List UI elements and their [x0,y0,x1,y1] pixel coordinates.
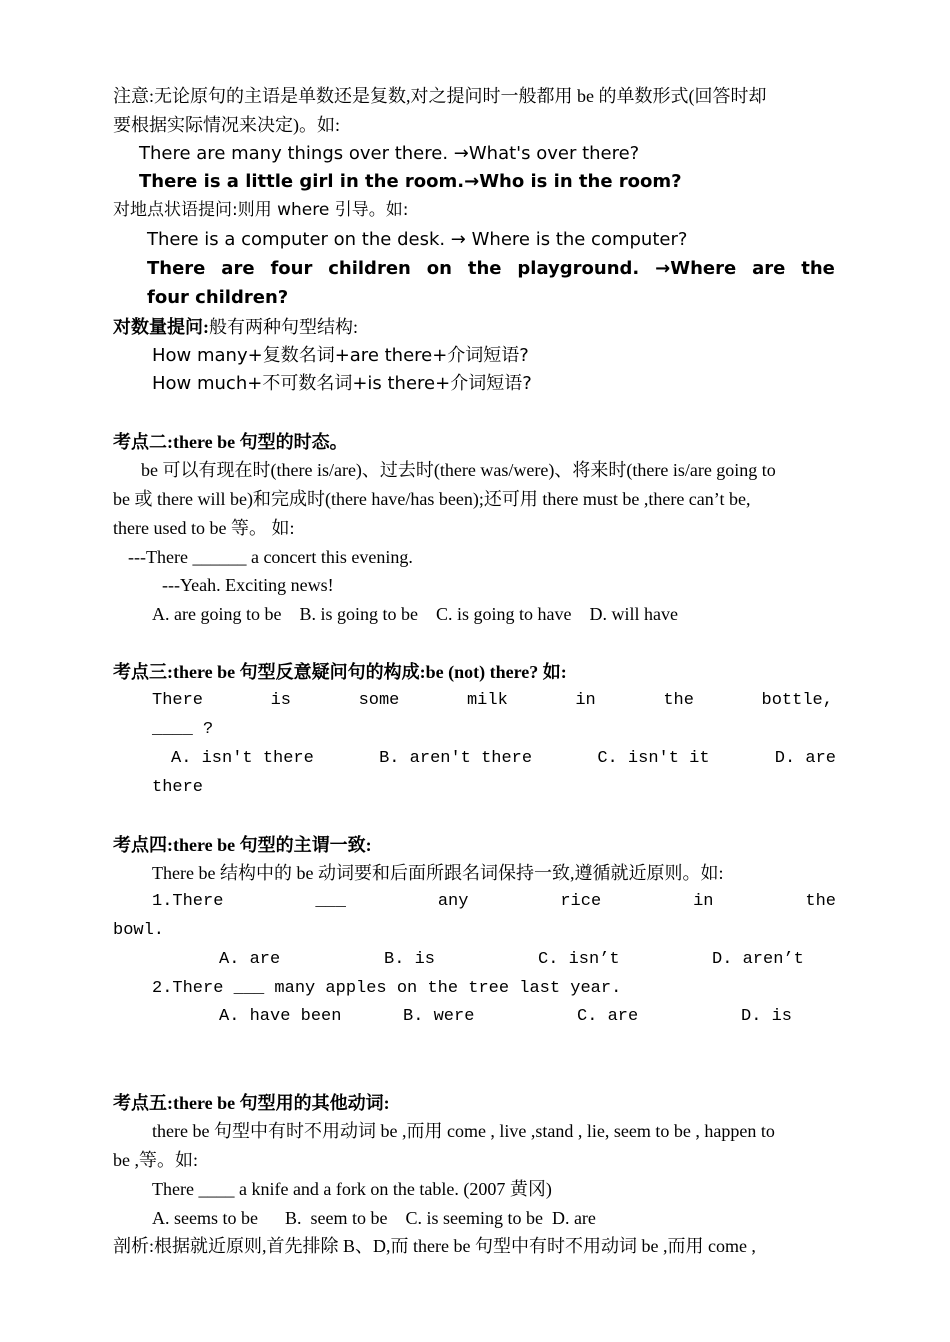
place-example-2-line-1 [147,260,835,278]
point5-line-1: there be 句型中有时不用动词 be ,而用 come , live ,stand , lie, seem to be , happen to [152,1121,775,1141]
point3-question-line-1 [152,692,833,709]
word: ___ [315,892,346,911]
point3-heading: 考点三:there be 句型反意疑问句的构成:be (not) there? 如: [113,662,567,682]
word: the [467,258,502,279]
point4-q1-option-a: A. are [219,950,281,969]
point4-question-2: 2.There ___ many apples on the tree last year. [152,979,622,998]
word: bottle, [761,691,833,710]
word: is [270,691,291,710]
word: milk [466,691,508,710]
quantity-rest: 般有两种句型结构: [209,317,359,337]
word: four [270,258,313,279]
quantity-label: 对数量提问: [113,317,209,337]
point3-question-line-2: ____ ? [152,720,214,739]
word: children [328,258,411,279]
point4-q2-option-b: B. were [403,1007,475,1026]
point4-rule: There be 结构中的 be 动词要和后面所跟名词保持一致,遵循就近原则。如: [152,863,724,883]
word: are [752,258,786,279]
point2-question-2: ---Yeah. Exciting news! [162,575,334,595]
point5-question: There ____ a knife and a fork on the table. (2007 黄冈) [152,1179,552,1199]
point2-line-3: there used to be 等。 如: [113,518,295,538]
word: in [693,892,714,911]
point5-options: A. seems to be B. seem to be C. is seeming to be D. are [152,1208,596,1228]
word: There [152,691,204,710]
place-example-1: There is a computer on the desk. → Where is the computer? [147,229,688,250]
note-line-1: 注意:无论原句的主语是单数还是复数,对之提问时一般都用 be 的单数形式(回答时却 [113,86,767,106]
option-d: D. are [774,749,836,768]
word: There [147,258,206,279]
point4-question-1-line-1 [152,893,836,910]
point5-line-2: be ,等。如: [113,1150,198,1170]
quantity-pattern-1: How many+复数名词+are there+介词短语? [152,345,529,366]
word: the [801,258,835,279]
point3-options-line-1 [171,750,836,767]
option-b: B. aren't there [379,749,533,768]
word: →Where [655,258,737,279]
point4-heading: 考点四:there be 句型的主谓一致: [113,835,372,855]
word: the [805,892,836,911]
word: some [358,691,400,710]
point5-analysis: 剖析:根据就近原则,首先排除 B、D,而 there be 句型中有时不用动词 be ,而用 come , [113,1236,756,1256]
point2-question-1: ---There ______ a concert this evening. [128,547,413,567]
note-example-1: There are many things over there. →What's over there? [139,143,640,164]
note-example-2: There is a little girl in the room.→Who is in the room? [139,171,682,192]
word: are [221,258,255,279]
point2-line-2: be 或 there will be)和完成时(there have/has been);还可用 there must be ,there can’t be, [113,489,751,509]
option-a: A. isn't there [171,749,314,768]
word: 1.There [152,892,224,911]
word: playground. [517,258,640,279]
quantity-pattern-2: How much+不可数名词+is there+介词短语? [152,373,532,394]
point2-heading: 考点二:there be 句型的时态。 [113,432,348,452]
note-line-2: 要根据实际情况来决定)。如: [113,115,340,135]
option-c: C. isn't it [597,749,710,768]
point5-heading: 考点五:there be 句型用的其他动词: [113,1093,390,1113]
quantity-intro [113,318,358,336]
point4-question-1-line-2: bowl. [113,921,165,940]
point4-q2-option-d: D. is [741,1007,793,1026]
place-intro: 对地点状语提问:则用 where 引导。如: [113,200,409,220]
point4-q2-option-a: A. have been [219,1007,342,1026]
word: the [663,691,694,710]
point2-options: A. are going to be B. is going to be C. is going to have D. will have [152,604,678,624]
point2-line-1: be 可以有现在时(there is/are)、过去时(there was/were)、将来时(there is/are going to [141,460,776,480]
point4-q1-option-b: B. is [384,950,436,969]
point4-q1-option-c: C. isn’t [538,950,620,969]
word: on [426,258,452,279]
place-example-2-line-2: four children? [147,287,289,308]
word: any [437,892,469,911]
word: rice [560,892,602,911]
point4-q1-option-d: D. aren’t [712,950,804,969]
word: in [575,691,596,710]
point4-q2-option-c: C. are [577,1007,639,1026]
point3-options-line-2: there [152,778,204,797]
